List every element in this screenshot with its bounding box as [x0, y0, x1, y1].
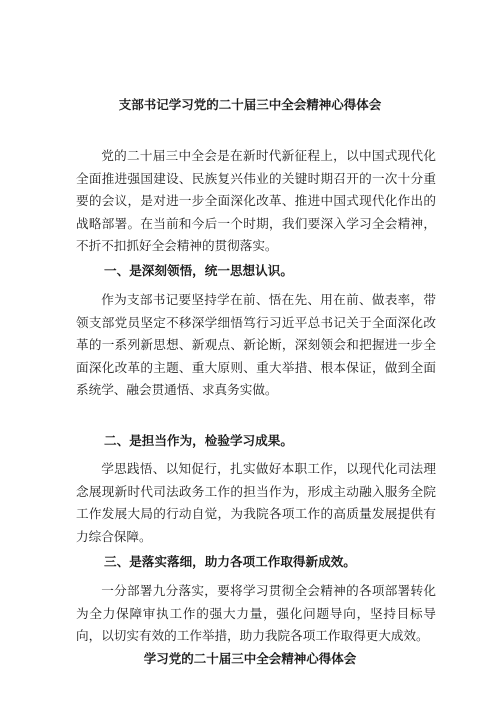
section-heading-3: 三、是落实落细，助力各项工作取得新成效。: [104, 554, 356, 569]
section-body-3: 一分部署九分落实，要将学习贯彻全会精神的各项部署转化为全力保障审执工作的强大力量，强化问题导向，坚持目标导向，以切实有效的工作举措，助力我院各项工作取得更大成效。: [76, 583, 436, 644]
document-title: 支部书记学习党的二十届三中全会精神心得体会: [118, 97, 382, 112]
section-body-2: 学思践悟、以知促行，扎实做好本职工作，以现代化司法理念展现新时代司法政务工作的担当作为，形成主动融入服务全院工作发展大局的行动自觉，为我院各项工作的高质量发展提供有力综合保障。: [76, 461, 436, 544]
section-heading-2: 二、是担当作为，检验学习成果。: [104, 433, 293, 448]
section-heading-1: 一、是深刻领悟，统一思想认识。: [104, 263, 293, 278]
intro-paragraph: 党的二十届三中全会是在新时代新征程上，以中国式现代化全面推进强国建设、民族复兴伟业的关键时期召开的一次十分重要的会议，是对进一步全面深化改革、推进中国式现代化作出的战略部署。在当前和今后一个时期，我们要深入学习全会精神，不折不扣抓好全会精神的贯彻落实。: [76, 148, 436, 254]
section-body-1: 作为支部书记要坚持学在前、悟在先、用在前、做表率，带领支部党员坚定不移深学细悟笃行习近平总书记关于全面深化改革的一系列新思想、新观点、新论断，深刻领会和把握进一步全面深化改革的主题、重大原则、重大举措、根本保证，做到全面系统学、融会贯通悟、求真务实做。: [76, 292, 436, 398]
next-document-title: 学习党的二十届三中全会精神心得体会: [143, 651, 357, 666]
